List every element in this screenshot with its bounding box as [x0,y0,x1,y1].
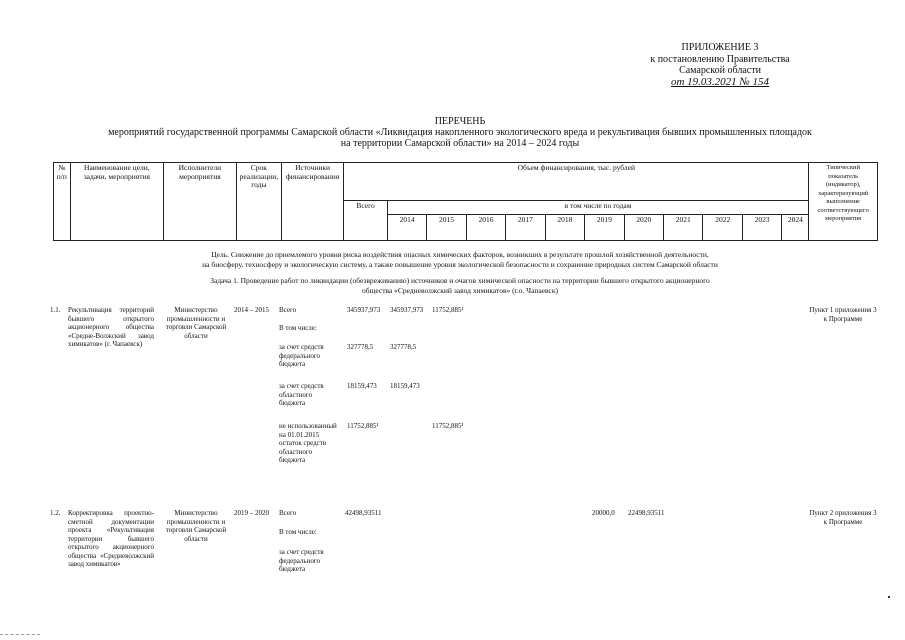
value-cell: 11752,885¹ [432,422,464,430]
col-volume: Объем финансирования, тыс. рублей [344,163,809,201]
src-regional: за счет средств областного бюджета [279,382,324,407]
col-by-years: в том числе по годам [387,201,809,215]
value-cell: 42498,93511 [345,509,382,517]
value-cell: 327778,5 [347,343,374,351]
year-cell: 2021 [664,215,703,241]
goal-line: Цель. Снижение до приемлемого уровня риска воздействия опасных химических факторов, возникших в результате прошлой хозяйственной деятельности, [211,250,709,259]
year-cell: 2019 [585,215,624,241]
value-cell: 11752,885¹ [347,422,379,430]
task-line: Задача 1. Проведение работ по ликвидации (обезвреживанию) источников и очагов химической опасности на территории бывшего открытого акционерного [210,276,710,285]
doc-title-line: на территории Самарской области» на 2014 – 2024 годы [340,138,580,149]
row-number: 1.1. [50,306,61,314]
scan-edge [0,634,40,636]
doc-title-line: мероприятий государственной программы Самарской области «Ликвидация накопленного экологического вреда и рекультивация бывших промышленных площадок [108,127,812,138]
year-cell: 2020 [624,215,663,241]
row-executor: Министерство промышленности и торговли Самарской области [165,509,227,543]
col-term: Срок реализации, годы [236,163,281,241]
scan-dot [888,596,890,598]
row-name: Рекультивация территорий бывшего открытого акционерного общества «Средне-Волжский завод химикатов» (г. Чапаевск) [68,306,154,348]
appendix-date: от 19.03.2021 № 154 [670,75,770,88]
year-cell: 2017 [506,215,545,241]
col-num: № п/п [54,163,71,241]
goal-line: на биосферу, техносферу и экологическую систему, а также повышение уровня экологической безопасности и сохранение природных систем Самарской области [202,260,718,269]
year-cell: 2014 [387,215,426,241]
value-cell: 18159,473 [347,382,377,390]
src-total: Всего [279,306,297,314]
col-name: Наименование цели, задачи, мероприятия [70,163,163,241]
year-cell: 2022 [703,215,742,241]
col-executors: Исполнители мероприятия [164,163,237,241]
col-sources: Источники финансирования [281,163,343,241]
src-federal: за счет средств федерального бюджета [279,548,324,573]
value-cell: 345937,973 [347,306,381,314]
appendix-block [605,42,835,88]
value-cell: 327778,5 [390,343,417,351]
row-executor: Министерство промышленности и торговли Самарской области [165,306,227,340]
row-name: Корректировка проектно-сметной документации проекта «Рекультивация территории бывшего открытого акционерного общества «Средневолжский завод химикатов» [68,509,154,568]
appendix-title: ПРИЛОЖЕНИЕ 3 [681,42,759,53]
value-cell: 20000,0 [592,509,615,517]
appendix-line: к постановлению Правительства [650,53,790,65]
src-federal: за счет средств федерального бюджета [279,343,324,368]
src-incl: В том числе: [279,324,317,332]
row-term: 2014 – 2015 [234,306,269,314]
row-number: 1.2. [50,509,61,517]
doc-heading: ПЕРЕЧЕНЬ [434,116,486,127]
src-total: Всего [279,509,297,517]
year-cell: 2018 [545,215,584,241]
year-cell: 2016 [466,215,505,241]
value-cell: 22498,93511 [628,509,665,517]
row-term: 2019 – 2020 [234,509,269,517]
year-cell: 2015 [427,215,466,241]
task-text [140,276,780,296]
year-cell: 2024 [782,215,809,241]
row-indicator: Пункт 2 приложения 3 к Программе [809,509,877,526]
value-cell: 345937,973 [390,306,424,314]
value-cell: 18159,473 [390,382,420,390]
goal-text [90,250,830,270]
value-cell: 11752,885¹ [432,306,464,314]
row-indicator: Пункт 1 приложения 3 к Программе [809,306,877,323]
src-unused: не использованный на 01.01.2015 остаток средств областного бюджета [279,422,337,464]
year-cell: 2023 [742,215,781,241]
col-indicator: Типический показатель (индикатор), характеризующий выполнение соответствующего мероприятия [809,163,878,241]
task-line: общества «Средневолжский завод химикатов» (г.о. Чапаевск) [362,286,558,295]
col-total: Всего [344,201,388,241]
appendix-line: Самарской области [679,65,761,76]
src-incl: В том числе: [279,528,317,536]
table-header [53,162,878,241]
